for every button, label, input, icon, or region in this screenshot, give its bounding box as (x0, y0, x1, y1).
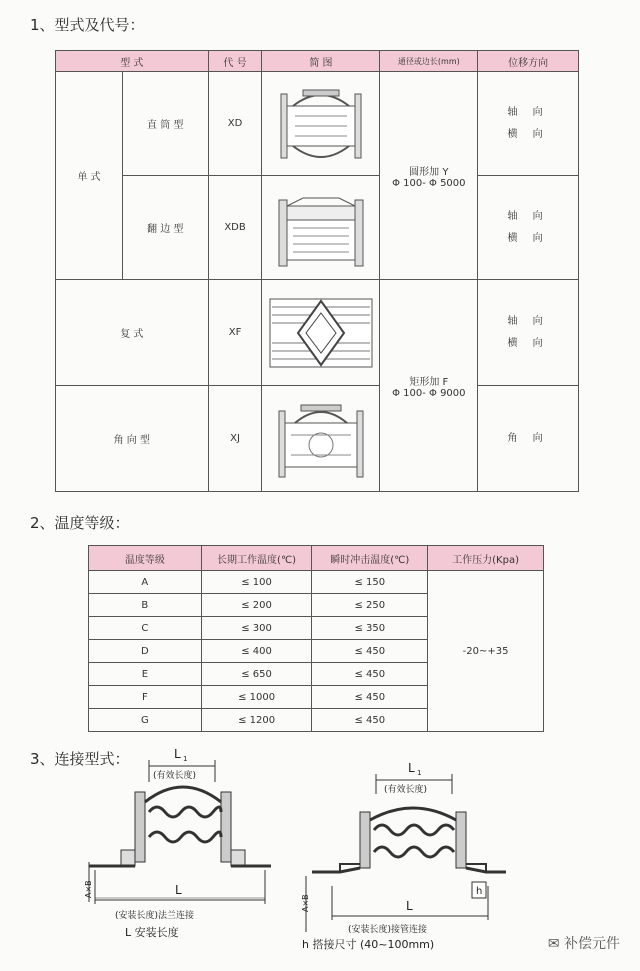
angular-name: 角 向 型 (56, 386, 209, 492)
flange-connection-figure (75, 742, 285, 942)
left-ab-label: A×B (84, 880, 93, 898)
long-temp: ≤ 200 (201, 594, 312, 617)
watermark (548, 933, 620, 953)
compound-direction (478, 280, 579, 386)
header-direction: 位移方向 (478, 51, 579, 72)
short-temp: ≤ 450 (312, 709, 428, 732)
flanged-dir2: 横 向 (507, 232, 549, 244)
straight-code: XD (208, 72, 262, 176)
flanged-direction (478, 176, 579, 280)
flanged-code: XDB (208, 176, 262, 280)
right-effective-length: (有效长度) (384, 785, 428, 795)
left-caption: L 安装长度 (125, 926, 179, 939)
long-temp: ≤ 1200 (201, 709, 312, 732)
long-temp: ≤ 1000 (201, 686, 312, 709)
section3-title: 3、连接型式： (30, 750, 130, 768)
rect-label: 矩形加 F (409, 376, 449, 388)
straight-bellows-figure (273, 76, 369, 172)
round-range: Φ 100- Φ 5000 (392, 177, 466, 189)
right-install-length: (安装长度)接管连接 (348, 925, 428, 935)
header-code: 代 号 (208, 51, 262, 72)
right-l1-subscript: 1 (417, 769, 422, 777)
left-l-label: L (175, 883, 182, 897)
type-code-table (55, 50, 579, 492)
straight-direction (478, 72, 579, 176)
grade: F (89, 686, 202, 709)
header-grade: 温度等级 (89, 546, 202, 571)
single-type: 单 式 (56, 72, 123, 280)
grade: D (89, 640, 202, 663)
header-type: 型 式 (56, 51, 209, 72)
straight-dir2: 横 向 (507, 128, 549, 140)
compound-bellows-figure (266, 293, 376, 373)
short-temp: ≤ 250 (312, 594, 428, 617)
compound-name: 复 式 (56, 280, 209, 386)
grade: B (89, 594, 202, 617)
long-temp: ≤ 100 (201, 571, 312, 594)
compound-code: XF (208, 280, 262, 386)
angular-bellows-figure (273, 391, 369, 487)
right-l-label: L (406, 899, 413, 913)
short-temp: ≤ 450 (312, 663, 428, 686)
grade: A (89, 571, 202, 594)
short-temp: ≤ 450 (312, 686, 428, 709)
left-l1-label: L (174, 747, 181, 761)
flanged-bellows-figure (273, 180, 369, 276)
right-l1-label: L (408, 761, 415, 775)
grade: G (89, 709, 202, 732)
section1-title: 1、型式及代号： (30, 16, 145, 34)
wechat-icon: ✉ (547, 936, 560, 952)
left-install-length: (安装长度)法兰连接 (115, 911, 195, 921)
round-cell (380, 72, 478, 280)
flanged-sketch (262, 176, 380, 280)
header-sketch: 简 图 (262, 51, 380, 72)
angular-code: XJ (208, 386, 262, 492)
long-temp: ≤ 300 (201, 617, 312, 640)
compound-sketch (262, 280, 380, 386)
angular-sketch (262, 386, 380, 492)
left-l1-subscript: 1 (183, 755, 188, 763)
straight-dir1: 轴 向 (507, 106, 549, 118)
section2-title: 2、温度等级： (30, 514, 130, 532)
flanged-name: 翻 边 型 (122, 176, 208, 280)
long-temp: ≤ 400 (201, 640, 312, 663)
straight-sketch (262, 72, 380, 176)
header-short-temp: 瞬时冲击温度(℃) (312, 546, 428, 571)
rect-range: Φ 100- Φ 9000 (392, 387, 466, 399)
header-pressure: 工作压力(Kpa) (428, 546, 544, 571)
short-temp: ≤ 350 (312, 617, 428, 640)
grade: E (89, 663, 202, 686)
rect-cell (380, 280, 478, 492)
round-label: 圆形加 Y (409, 166, 449, 178)
pipe-connection-figure (292, 760, 522, 950)
compound-dir1: 轴 向 (507, 315, 549, 327)
long-temp: ≤ 650 (201, 663, 312, 686)
right-ab-label: A×B (301, 894, 310, 912)
angular-dir1: 角 向 (507, 432, 549, 444)
watermark-text: 补偿元件 (564, 936, 620, 952)
angular-direction (478, 386, 579, 492)
grade: C (89, 617, 202, 640)
temperature-table (88, 545, 544, 732)
right-caption: h 搭接尺寸 (40~100mm) (302, 938, 435, 950)
header-long-temp: 长期工作温度(℃) (201, 546, 312, 571)
straight-name: 直 筒 型 (122, 72, 208, 176)
flanged-dir1: 轴 向 (507, 210, 549, 222)
short-temp: ≤ 450 (312, 640, 428, 663)
short-temp: ≤ 150 (312, 571, 428, 594)
table-row (89, 571, 544, 594)
compound-dir2: 横 向 (507, 337, 549, 349)
left-effective-length: (有效长度) (153, 771, 197, 781)
right-h-label: h (476, 886, 483, 897)
pressure-value: -20~+35 (428, 571, 544, 732)
header-diameter: 通径或边长(mm) (380, 51, 478, 72)
